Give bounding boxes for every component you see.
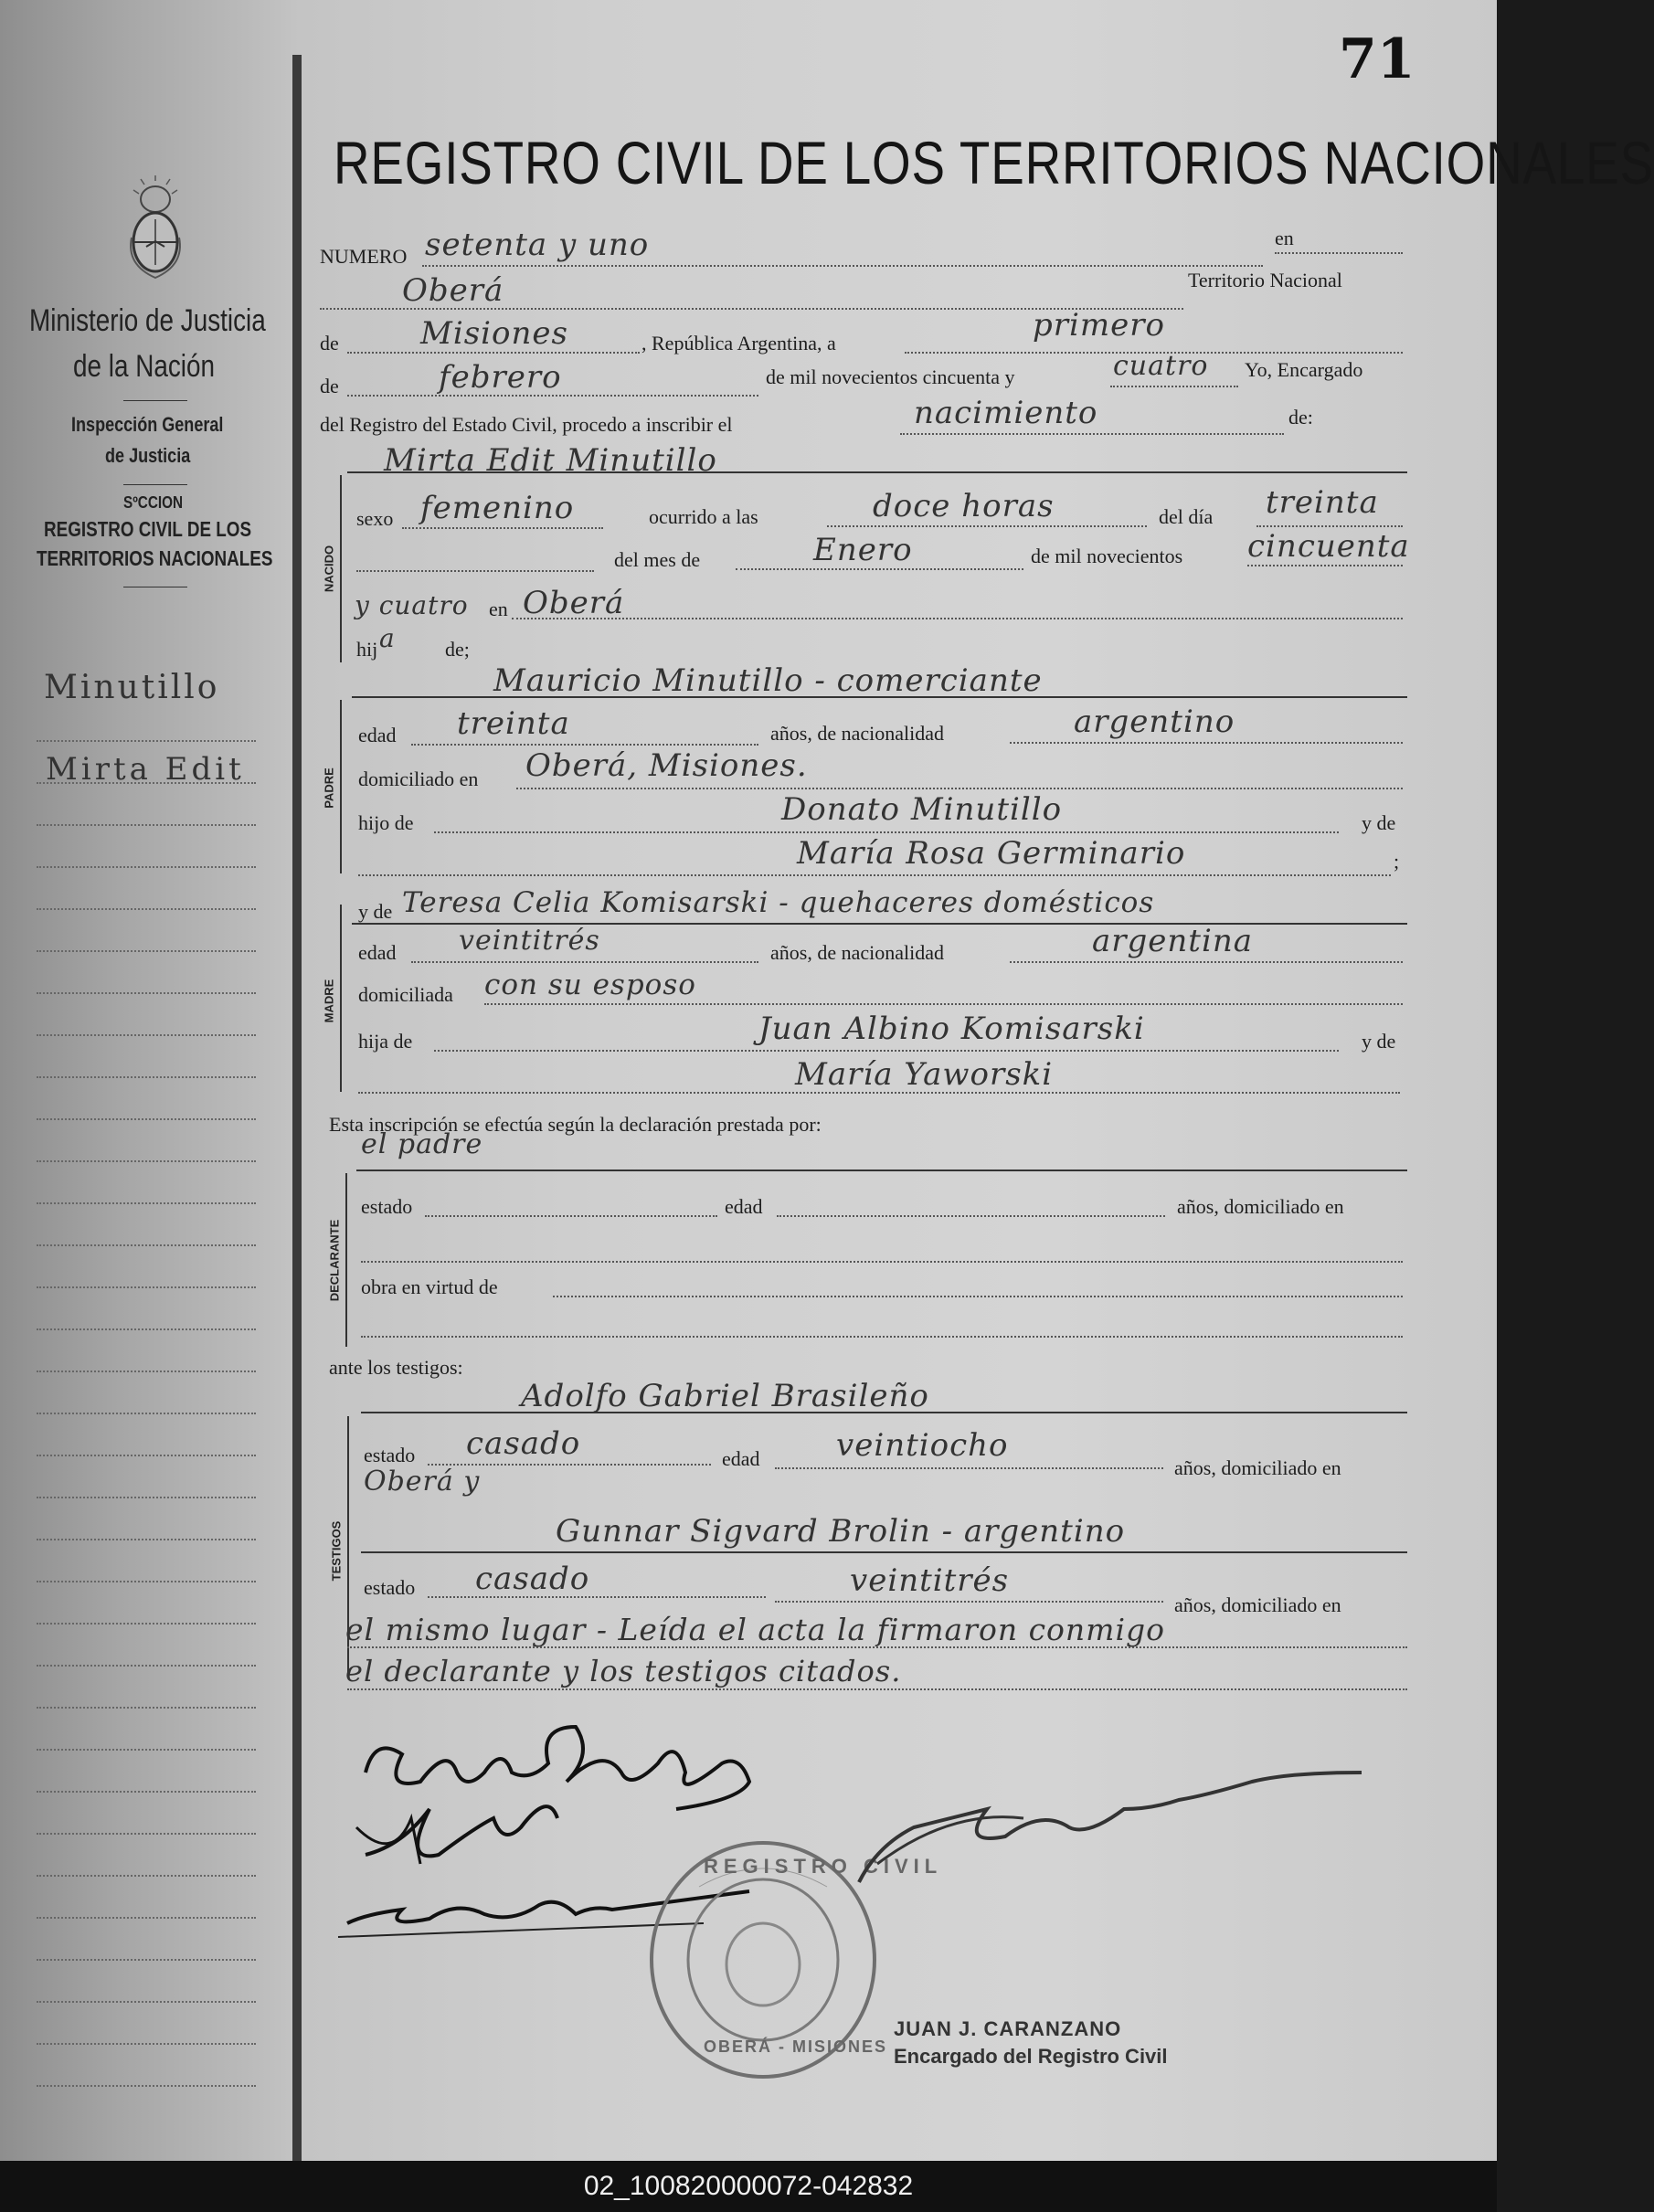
dia-nac-line bbox=[1256, 525, 1403, 527]
ministry-line2: de la Nación bbox=[73, 349, 215, 384]
hw-lugar-nac: Oberá bbox=[523, 585, 625, 621]
stub-line bbox=[37, 1959, 256, 1961]
divider bbox=[123, 484, 187, 485]
hw-testigo1: Adolfo Gabriel Brasileño bbox=[521, 1378, 929, 1414]
side-label-declarante: DECLARANTE bbox=[327, 1219, 342, 1302]
padre-top-line bbox=[352, 696, 1407, 698]
stub-line bbox=[37, 1581, 256, 1582]
anio-line bbox=[1110, 386, 1238, 387]
stub-line bbox=[37, 2043, 256, 2045]
hw-t1-dom: Oberá y bbox=[364, 1466, 481, 1498]
label-semicolon: ; bbox=[1394, 850, 1400, 873]
madre-bracket bbox=[340, 905, 342, 1092]
abuelo-m-line bbox=[434, 1050, 1339, 1052]
madre-dom-line bbox=[484, 1003, 1403, 1005]
label-obra-virtud: obra en virtud de bbox=[361, 1275, 498, 1298]
label-anos-dom-decl: años, domiciliado en bbox=[1177, 1195, 1344, 1218]
label-de-colon: de: bbox=[1288, 406, 1313, 429]
obra-line bbox=[553, 1296, 1403, 1297]
nacido-top-line bbox=[347, 471, 1407, 473]
stub-line bbox=[37, 1875, 256, 1877]
hw-lugar: Oberá bbox=[402, 272, 504, 309]
hw-t2-estado: casado bbox=[475, 1561, 590, 1597]
label-y-de-madre: y de bbox=[358, 900, 393, 923]
hw-territorio: Misiones bbox=[420, 315, 568, 352]
stamp-role: Encargado del Registro Civil bbox=[894, 2045, 1168, 2068]
divider bbox=[123, 400, 187, 401]
label-del-registro: del Registro del Estado Civil, procedo a inscribir el bbox=[320, 413, 733, 436]
label-ocurrido: ocurrido a las bbox=[649, 505, 758, 528]
stub-line bbox=[37, 1328, 256, 1330]
hw-hora: doce horas bbox=[873, 488, 1055, 524]
label-de-mil-nov: de mil novecientos bbox=[1031, 545, 1183, 567]
stub-line bbox=[37, 1497, 256, 1498]
madre-edad-line bbox=[411, 961, 758, 963]
numero-line bbox=[422, 265, 1263, 267]
label-anos-dom-t2: años, domiciliado en bbox=[1174, 1593, 1341, 1616]
label-hija-de: hija de bbox=[358, 1030, 413, 1053]
hw-dia-nac: treinta bbox=[1266, 484, 1379, 521]
stub-line bbox=[37, 1118, 256, 1120]
en-line bbox=[1275, 252, 1403, 254]
anio-nac-line bbox=[1247, 565, 1403, 566]
padre-dom-line bbox=[516, 788, 1403, 789]
hw-testigo2: Gunnar Sigvard Brolin - argentino bbox=[556, 1513, 1126, 1550]
hw-abuelo-m: Juan Albino Komisarski bbox=[758, 1011, 1145, 1047]
cierre1-line bbox=[347, 1646, 1407, 1648]
label-estado-t1: estado bbox=[364, 1444, 416, 1466]
hw-acto: nacimiento bbox=[914, 395, 1098, 431]
label-anos-nac-madre: años, de nacionalidad bbox=[770, 941, 944, 964]
stub-line bbox=[37, 1917, 256, 1919]
section-line2: REGISTRO CIVIL DE LOS bbox=[44, 517, 252, 541]
padre-bracket bbox=[340, 700, 342, 873]
label-anos-dom-t1: años, domiciliado en bbox=[1174, 1456, 1341, 1479]
section-label: SºCCION bbox=[123, 493, 184, 512]
madre-nac-line bbox=[1010, 961, 1403, 963]
hw-abuela-p: María Rosa Germinario bbox=[797, 835, 1186, 872]
page-binding bbox=[292, 55, 302, 2161]
stub-line bbox=[37, 1791, 256, 1793]
decl-edad-line bbox=[777, 1215, 1165, 1217]
label-hijo-de: hijo de bbox=[358, 811, 414, 834]
cierre2-line bbox=[347, 1688, 1407, 1690]
label-en-nac: en bbox=[489, 598, 508, 620]
label-declaracion: Esta inscripción se efectúa según la declaración prestada por: bbox=[329, 1113, 822, 1136]
hw-numero: setenta y uno bbox=[425, 227, 650, 263]
hw-madre: Teresa Celia Komisarski - quehaceres domésticos bbox=[402, 886, 1155, 919]
stub-line bbox=[37, 1202, 256, 1204]
signature-encargado bbox=[841, 1763, 1352, 1900]
hw-madre-dom: con su esposo bbox=[484, 968, 696, 1001]
label-del-dia: del día bbox=[1159, 505, 1214, 528]
side-label-padre: PADRE bbox=[322, 767, 336, 809]
stub-line bbox=[37, 1413, 256, 1414]
hw-sexo: femenino bbox=[420, 490, 575, 526]
ministry-line1: Ministerio de Justicia bbox=[29, 303, 266, 338]
label-de: de bbox=[320, 332, 339, 355]
stub-line bbox=[37, 1371, 256, 1372]
stub-line bbox=[37, 1455, 256, 1456]
label-en: en bbox=[1275, 227, 1294, 249]
stub-line bbox=[37, 908, 256, 910]
stub-line bbox=[37, 2001, 256, 2003]
stub-line bbox=[37, 782, 256, 784]
stub-line bbox=[37, 1034, 256, 1036]
stub-line bbox=[37, 992, 256, 994]
stub-line bbox=[37, 1076, 256, 1078]
hw-abuelo-p: Donato Minutillo bbox=[781, 791, 1063, 828]
declarante-bracket bbox=[345, 1173, 347, 1347]
stub-line bbox=[37, 740, 256, 742]
stub-line bbox=[37, 1244, 256, 1246]
section-line3: TERRITORIOS NACIONALES bbox=[37, 546, 273, 570]
label-domiciliada: domiciliada bbox=[358, 983, 453, 1006]
lugar-nac-line bbox=[512, 618, 1403, 619]
label-mil-cincuenta: de mil novecientos cincuenta y bbox=[766, 365, 1015, 388]
hw-abuela-m: María Yaworski bbox=[795, 1056, 1054, 1093]
side-label-testigos: TESTIGOS bbox=[329, 1520, 344, 1582]
stub-line bbox=[37, 1623, 256, 1625]
label-estado-t2: estado bbox=[364, 1576, 416, 1599]
hw-padre-dom: Oberá, Misiones. bbox=[525, 747, 808, 784]
declarante-top-line bbox=[356, 1170, 1407, 1171]
padre-nac-line bbox=[1010, 742, 1403, 744]
decl-estado-line bbox=[425, 1215, 717, 1217]
label-anos-nac-padre: años, de nacionalidad bbox=[770, 722, 944, 745]
hw-anio-nac-1: cincuenta bbox=[1247, 528, 1410, 565]
page-number: 71 bbox=[1339, 27, 1415, 91]
stamp-name: JUAN J. CARANZANO bbox=[894, 2017, 1122, 2040]
hw-padre: Mauricio Minutillo - comerciante bbox=[493, 662, 1043, 699]
hw-mes: febrero bbox=[439, 359, 562, 396]
hw-t2-edad: veintitrés bbox=[850, 1562, 1010, 1599]
hw-t1-estado: casado bbox=[466, 1425, 581, 1462]
hora-line bbox=[827, 525, 1147, 527]
label-ante-testigos: ante los testigos: bbox=[329, 1356, 463, 1379]
label-de-semi: de; bbox=[445, 638, 470, 661]
padre-edad-line bbox=[411, 744, 758, 746]
acto-line bbox=[900, 433, 1284, 435]
nacido-bracket bbox=[340, 475, 342, 662]
label-estado-decl: estado bbox=[361, 1195, 413, 1218]
label-del-mes: del mes de bbox=[614, 548, 701, 571]
stub-line bbox=[37, 824, 256, 826]
label-domiciliado-padre: domiciliado en bbox=[358, 767, 479, 790]
decl-extra-line bbox=[361, 1336, 1403, 1338]
stub-surname: Minutillo bbox=[44, 669, 220, 706]
side-label-nacido: NACIDO bbox=[322, 545, 336, 593]
hw-hija-letter: a bbox=[379, 623, 396, 653]
stub-panel bbox=[0, 55, 297, 2161]
abuela-p-line bbox=[358, 874, 1391, 876]
stub-line bbox=[37, 1160, 256, 1162]
seal-top-text: REGISTRO CIVIL bbox=[704, 1855, 943, 1878]
hw-anio: cuatro bbox=[1113, 350, 1209, 382]
label-y-de-madre2: y de bbox=[1362, 1030, 1396, 1053]
hw-dia: primero bbox=[1033, 307, 1165, 344]
label-edad-decl: edad bbox=[725, 1195, 763, 1218]
hw-madre-nac: argentina bbox=[1092, 923, 1254, 959]
stub-line bbox=[37, 1707, 256, 1709]
label-sexo: sexo bbox=[356, 507, 394, 530]
stub-line bbox=[37, 1749, 256, 1751]
label-yo-encargado: Yo, Encargado bbox=[1245, 358, 1363, 381]
t1-edad-line bbox=[775, 1467, 1163, 1469]
hw-nombre: Mirta Edit Minutillo bbox=[384, 442, 717, 479]
hw-anio-nac-2: y cuatro bbox=[355, 590, 469, 620]
decl-dom-line bbox=[361, 1261, 1403, 1263]
mes-nac-line bbox=[736, 568, 1023, 570]
hw-mes-nac: Enero bbox=[813, 532, 913, 568]
hw-cierre1: el mismo lugar - Leída el acta la firmaron conmigo bbox=[345, 1612, 1166, 1647]
label-hij: hij bbox=[356, 638, 378, 661]
footer-code: 02_100820000072-042832 bbox=[0, 2161, 1497, 2212]
hw-padre-nac: argentino bbox=[1074, 704, 1235, 740]
hw-madre-edad: veintitrés bbox=[459, 925, 600, 957]
blank-line bbox=[356, 570, 594, 572]
side-label-madre: MADRE bbox=[322, 979, 336, 1023]
stub-given-name: Mirta Edit bbox=[46, 751, 245, 788]
label-de2: de bbox=[320, 375, 339, 397]
stub-line bbox=[37, 1286, 256, 1288]
testigo2-line bbox=[361, 1551, 1407, 1553]
stub-line bbox=[37, 866, 256, 868]
inspection-line2: de Justicia bbox=[105, 444, 191, 467]
inspection-line1: Inspección General bbox=[71, 413, 224, 436]
t2-edad-line bbox=[775, 1601, 1163, 1603]
hw-cierre2: el declarante y los testigos citados. bbox=[345, 1654, 902, 1688]
territorio-line bbox=[347, 352, 640, 354]
hw-declarante: el padre bbox=[361, 1128, 483, 1160]
label-y-de-padre: y de bbox=[1362, 811, 1396, 834]
sexo-line bbox=[402, 527, 603, 529]
page-title: REGISTRO CIVIL DE LOS TERRITORIOS NACIONALES bbox=[334, 129, 1654, 196]
coat-of-arms-icon bbox=[119, 174, 192, 283]
testigos-top-line bbox=[361, 1412, 1407, 1413]
stub-line bbox=[37, 1833, 256, 1835]
stub-line bbox=[37, 950, 256, 952]
label-edad-t1: edad bbox=[722, 1447, 760, 1470]
stub-line bbox=[37, 1665, 256, 1667]
label-territorio: Territorio Nacional bbox=[1188, 269, 1342, 291]
stub-line bbox=[37, 2085, 256, 2087]
seal-bottom-text: OBERÁ - MISIONES bbox=[704, 2037, 888, 2056]
hw-t1-edad: veintiocho bbox=[836, 1427, 1009, 1464]
abuelo-p-line bbox=[434, 831, 1339, 833]
label-edad-padre: edad bbox=[358, 724, 397, 746]
label-numero: NUMERO bbox=[320, 245, 408, 268]
label-edad-madre: edad bbox=[358, 941, 397, 964]
label-republica: , República Argentina, a bbox=[641, 332, 836, 355]
hw-padre-edad: treinta bbox=[457, 705, 570, 742]
stub-line bbox=[37, 1539, 256, 1540]
